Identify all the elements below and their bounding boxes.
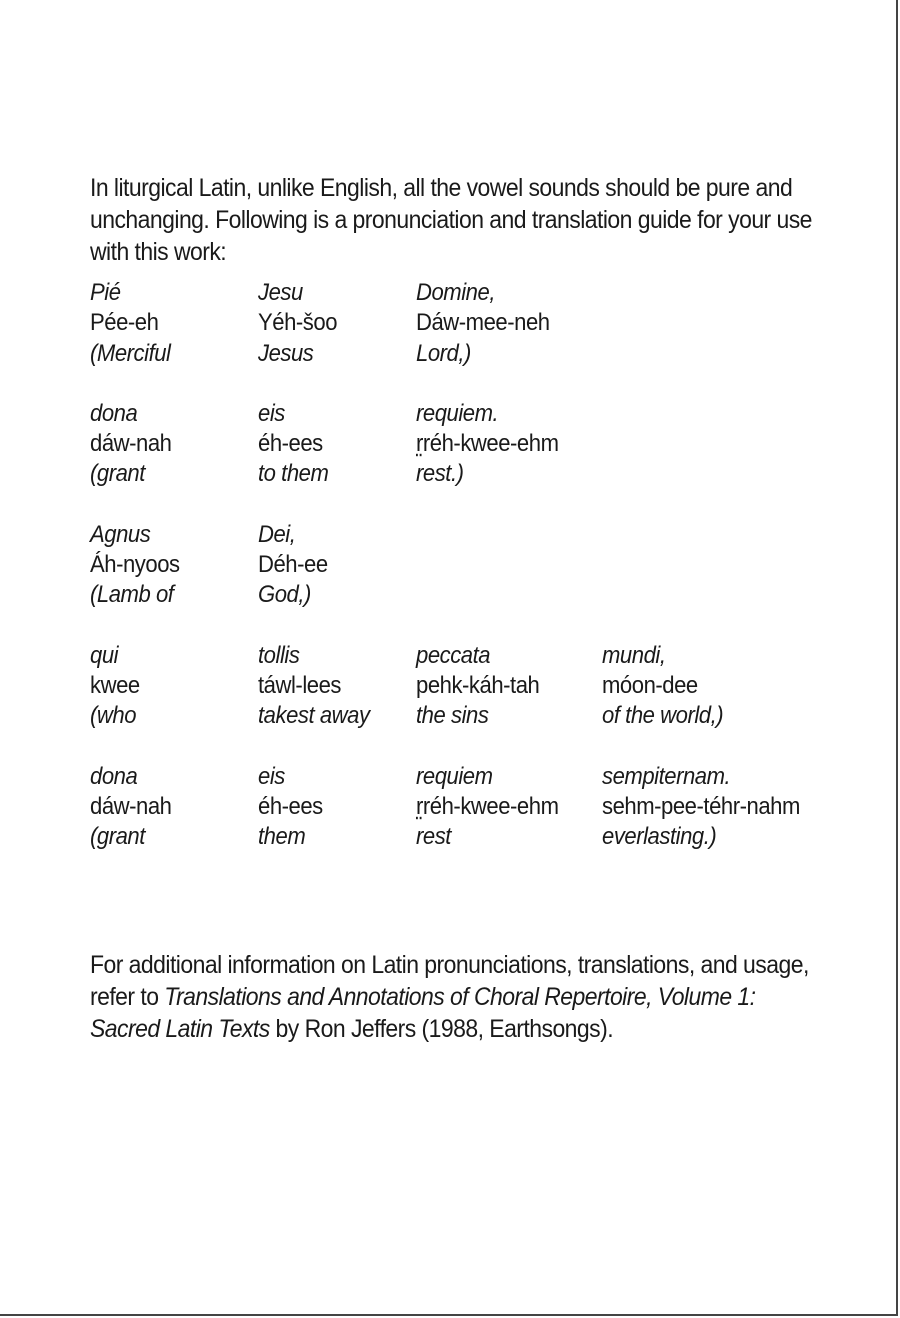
pronunciation-line [90,308,850,338]
latin-word: requiem. [416,399,499,427]
latin-word: Jesu [258,279,303,306]
pronunciation-word: sehm-pee-téhr-nahm [602,792,800,820]
latin-line [90,278,850,308]
translation-word: God,) [258,581,311,609]
latin-word: peccata [416,641,491,669]
latin-line [90,520,850,550]
translation-word: Jesus [258,339,314,367]
translation-word: rest.) [416,460,464,488]
pronunciation-word: Áh-nyoos [90,551,180,579]
latin-word: mundi, [602,641,666,669]
translation-word: (Merciful [90,339,171,367]
pronunciation-word: éh-ees [258,792,323,820]
stanza [90,520,850,611]
pronunciation-word: dáw-nah [90,792,172,820]
latin-word: qui [90,641,119,669]
pronunciation-guide [90,278,850,882]
reference-paragraph [90,949,817,1045]
latin-line [90,762,850,792]
latin-word: eis [258,762,285,790]
pronunciation-word: éh-ees [258,430,323,458]
intro-paragraph: In liturgical Latin, unlike English, all the vowel sounds should be pure and unchanging. Following is a pronunciation and translation guide for your use with this work: [90,174,812,266]
book-title: Translations and Annotations of Choral Repertoire, Volume 1: Sacred Latin Texts [90,983,756,1043]
stanza [90,762,850,853]
pronunciation-word: táwl-lees [258,671,341,699]
pronunciation-word: Pée-eh [90,309,159,337]
pronunciation-word: dáw-nah [90,430,172,458]
latin-word: Domine, [416,279,496,306]
translation-word: (grant [90,460,145,488]
translation-word: the sins [416,702,489,730]
translation-word: rest [416,823,451,851]
pronunciation-line [90,792,850,822]
stanza [90,399,850,490]
translation-line [90,459,850,489]
latin-line [90,641,850,671]
translation-word: (Lamb of [90,581,174,609]
translation-word: (grant [90,823,145,851]
pronunciation-word: pehk-káh-tah [416,671,540,699]
translation-word: (who [90,702,137,730]
translation-word: to them [258,460,329,488]
pronunciation-word: Yéh-šoo [258,309,338,337]
latin-word: dona [90,762,138,790]
pronunciation-line [90,550,850,580]
latin-word: Agnus [90,520,151,548]
pronunciation-word: kwee [90,671,140,699]
latin-word: tollis [258,641,300,669]
translation-line [90,339,850,369]
translation-word: takest away [258,702,370,730]
reference-text-after: by Ron Jeffers (1988, Earthsongs). [269,1015,614,1043]
translation-line [90,580,850,610]
translation-line [90,701,850,731]
latin-word: Dei, [258,520,296,548]
pronunciation-word: rréh-kwee-ehm [416,430,559,458]
latin-word: dona [90,399,138,427]
reference-text-before: For additional information on Latin pronunciations, translations, and usage, refer to [90,951,809,1011]
translation-line [90,822,850,852]
latin-word: Pié [90,279,121,306]
translation-word: them [258,823,306,851]
latin-line [90,399,850,429]
translation-word: Lord,) [416,339,471,367]
pronunciation-line [90,429,850,459]
pronunciation-word: Déh-ee [258,551,328,579]
translation-word: of the world,) [602,702,724,730]
pronunciation-word: móon-dee [602,671,698,699]
translation-word: everlasting.) [602,823,717,851]
latin-word: eis [258,399,285,427]
stanza [90,641,850,732]
pronunciation-word: rréh-kwee-ehm [416,792,559,820]
latin-word: requiem [416,762,493,790]
stanza [90,278,850,369]
latin-word: sempiternam. [602,762,731,790]
pronunciation-word: Dáw-mee-neh [416,309,550,337]
pronunciation-line [90,671,850,701]
